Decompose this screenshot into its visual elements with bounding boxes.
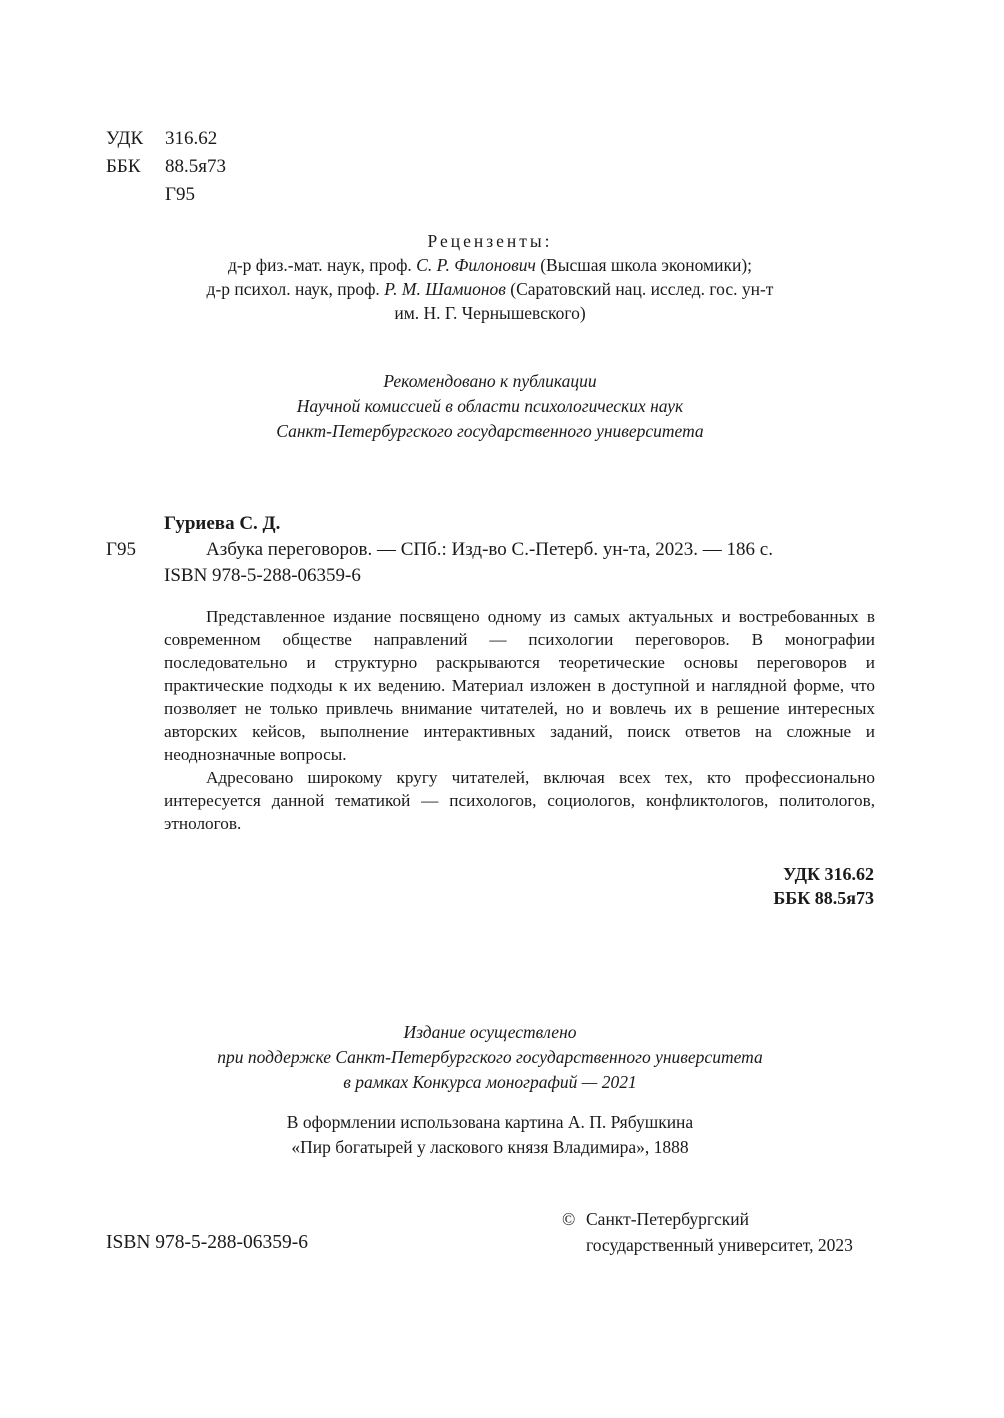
classification-codes-right bbox=[600, 862, 874, 910]
reviewer-2-affiliation-cont: им. Н. Г. Чернышевского) bbox=[394, 303, 586, 323]
footer-isbn: ISBN 978-5-288-06359-6 bbox=[106, 1232, 309, 1253]
bbk-value: 88.5я73 bbox=[165, 156, 226, 177]
funding-line-1: Издание осуществлено bbox=[403, 1022, 577, 1042]
copyright-line-2: государственный университет, 2023 bbox=[586, 1235, 853, 1255]
copyright-line-1: Санкт-Петербургский bbox=[586, 1209, 750, 1229]
cover-credit bbox=[110, 1110, 870, 1160]
udk-code-bold: УДК 316.62 bbox=[783, 864, 874, 884]
reviewer-2-affiliation: (Саратовский нац. исслед. гос. ун-т bbox=[510, 279, 774, 299]
copyright-block bbox=[562, 1206, 882, 1258]
book-isbn: ISBN 978-5-288-06359-6 bbox=[164, 565, 361, 586]
reviewer-1-affiliation: (Высшая школа экономики); bbox=[540, 255, 753, 275]
reviewer-1-prefix: д-р физ.-мат. наук, проф. bbox=[227, 255, 412, 275]
bibliographic-sign: Г95 bbox=[106, 539, 136, 560]
recommendation-line-3: Санкт-Петербургского государственного университета bbox=[276, 421, 704, 441]
book-description: Азбука переговоров. — СПб.: Изд-во С.-Петерб. ун-та, 2023. — 186 с. bbox=[206, 539, 773, 560]
bbk-label: ББК bbox=[106, 156, 141, 177]
reviewer-1 bbox=[110, 253, 870, 277]
recommendation-line-2: Научной комиссией в области психологических наук bbox=[296, 396, 684, 416]
annotation bbox=[164, 605, 875, 835]
recommendation-line-1: Рекомендовано к публикации bbox=[383, 371, 597, 391]
cover-credit-line-1: В оформлении использована картина А. П. Рябушкина bbox=[286, 1112, 694, 1132]
reviewer-2-prefix: д-р психол. наук, проф. bbox=[206, 279, 380, 299]
book-author: Гуриева С. Д. bbox=[164, 513, 281, 534]
reviewer-1-name: С. Р. Филонович bbox=[416, 255, 536, 275]
annotation-paragraph-2: Адресовано широкому кругу читателей, включая всех тех, кто профессионально интересуется данной тематикой — психологов, социологов, конфликтологов, политологов, этнологов. bbox=[164, 768, 875, 833]
classification-block bbox=[0, 126, 400, 216]
reviewer-2-name: Р. М. Шамионов bbox=[384, 279, 506, 299]
annotation-paragraph-1: Представленное издание посвящено одному из самых актуальных и востребованных в современном обществе направлений — психологии переговоров. В монографии последовательно и структурно раскрываются теоретические основы переговоров и практические подходы к их ведению. Материал изложен в доступной и наглядной форме, что позволяет не только привлечь внимание читателей, но и вовлечь их в решение интересных авторских кейсов, выполнение интерактивных заданий, поиск ответов на сложные и неоднозначные вопросы. bbox=[164, 607, 875, 764]
udk-label: УДК bbox=[106, 128, 144, 149]
funding-note bbox=[110, 1020, 870, 1095]
udk-value: 316.62 bbox=[165, 128, 218, 149]
funding-line-2: при поддержке Санкт-Петербургского государственного университета bbox=[217, 1047, 763, 1067]
bbk-code-bold: ББК 88.5я73 bbox=[773, 888, 874, 908]
reviewers-heading: Рецензенты: bbox=[427, 231, 553, 251]
funding-line-3: в рамках Конкурса монографий — 2021 bbox=[343, 1072, 637, 1092]
reviewers-block bbox=[110, 229, 870, 325]
copyright-symbol: © bbox=[562, 1209, 576, 1229]
recommendation-block bbox=[110, 369, 870, 444]
author-sign: Г95 bbox=[165, 184, 195, 205]
cover-credit-line-2: «Пир богатырей у ласкового князя Владимира», 1888 bbox=[291, 1137, 689, 1157]
reviewer-2 bbox=[110, 277, 870, 301]
